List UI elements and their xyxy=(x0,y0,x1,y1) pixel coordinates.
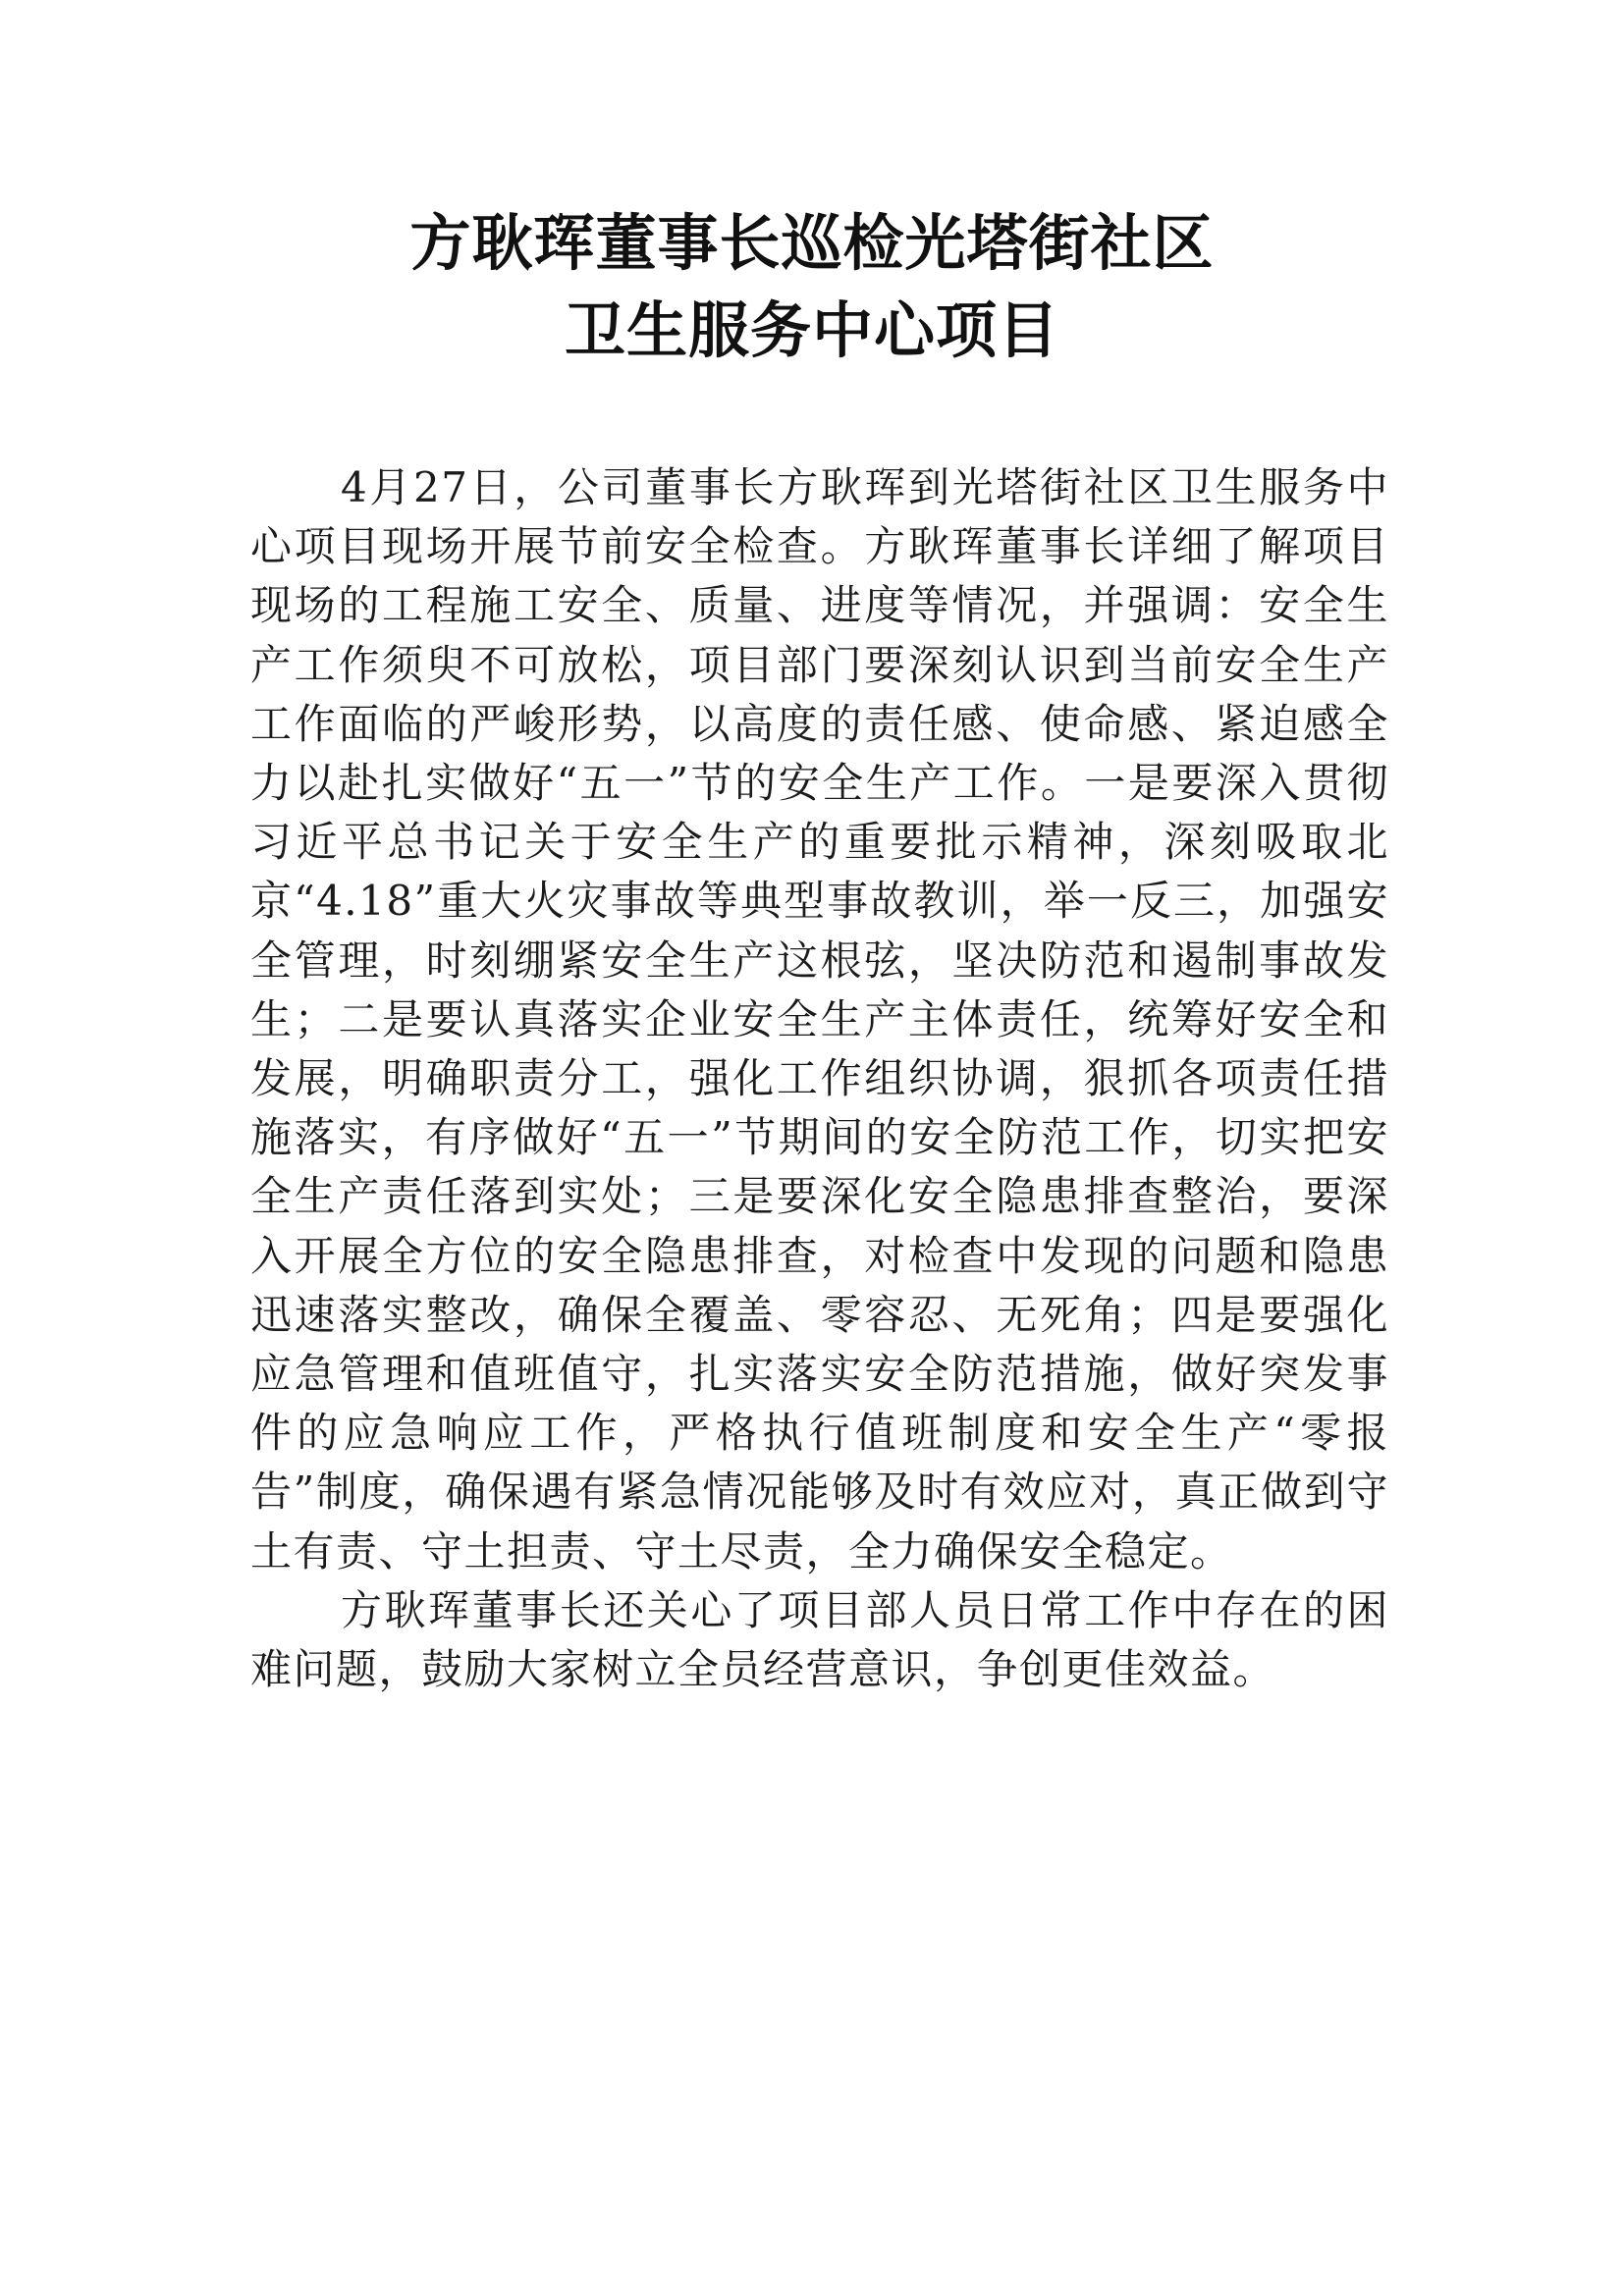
body-paragraph-1: 4月27日，公司董事长方耿珲到光塔街社区卫生服务中心项目现场开展节前安全检查。方耿珲董事长详细了解项目现场的工程施工安全、质量、进度等情况，并强调：安全生产工作须臾不可放松，项目部门要深刻认识到当前安全生产工作面临的严峻形势，以高度的责任感、使命感、紧迫感全力以赴扎实做好“五一”节的安全生产工作。一是要深入贯彻习近平总书记关于安全生产的重要批示精神，深刻吸取北京“4.18”重大火灾事故等典型事故教训，举一反三，加强安全管理，时刻绷紧安全生产这根弦，坚决防范和遏制事故发生；二是要认真落实企业安全生产主体责任，统筹好安全和发展，明确职责分工，强化工作组织协调，狠抓各项责任措施落实，有序做好“五一”节期间的安全防范工作，切实把安全生产责任落到实处；三是要深化安全隐患排查整治，要深入开展全方位的安全隐患排查，对检查中发现的问题和隐患迅速落实整改，确保全覆盖、零容忍、无死角；四是要强化应急管理和值班值守，扎实落实安全防范措施，做好突发事件的应急响应工作，严格执行值班制度和安全生产“零报告”制度，确保遇有紧急情况能够及时有效应对，真正做到守土有责、守土担责、守土尽责，全力确保安全稳定。 xyxy=(250,463,1389,1575)
body-paragraph-2: 方耿珲董事长还关心了项目部人员日常工作中存在的困难问题，鼓励大家树立全员经营意识，争创更佳效益。 xyxy=(250,1585,1389,1694)
document-title-line-2: 卫生服务中心项目 xyxy=(564,294,1059,366)
document-title-line-1: 方耿珲董事长巡检光塔街社区 xyxy=(409,207,1215,279)
document-body xyxy=(250,458,1389,1699)
